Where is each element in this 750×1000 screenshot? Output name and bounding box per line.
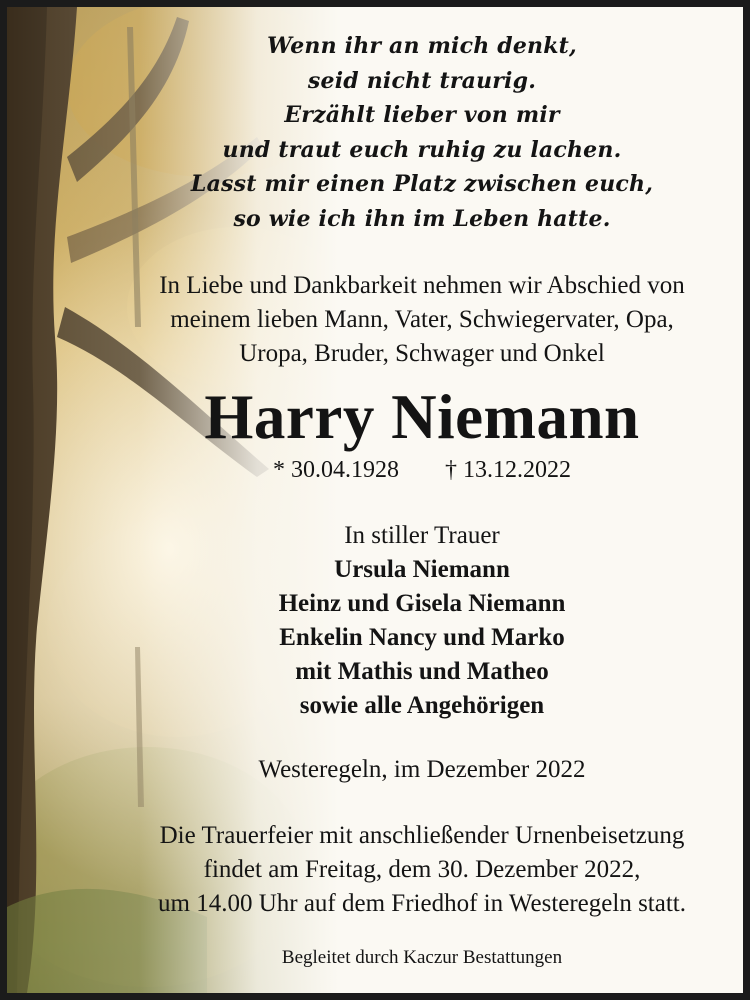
undertaker-credit: Begleitet durch Kaczur Bestattungen — [281, 947, 563, 968]
funeral-line: um 14.00 Uhr auf dem Friedhof in Westeregeln statt. — [158, 890, 686, 917]
birth-date: * 30.04.1928 — [273, 457, 399, 483]
verse-line: seid nicht traurig. — [307, 67, 537, 94]
mourner-name: Ursula Niemann — [334, 556, 510, 583]
place-and-date: Westeregeln, im Dezember 2022 — [258, 756, 586, 783]
poem-verse — [107, 29, 737, 236]
funeral-line: findet am Freitag, dem 30. Dezember 2022, — [203, 856, 641, 883]
mourner-name: sowie alle Angehörigen — [299, 692, 545, 719]
verse-line: Wenn ihr an mich denkt, — [267, 33, 577, 59]
funeral-line: Die Trauerfeier mit anschließender Urnenbeisetzung — [159, 822, 685, 849]
life-dates — [107, 453, 737, 487]
mourner-name: Enkelin Nancy und Marko — [279, 624, 565, 651]
mourners-heading: In stiller Trauer — [344, 522, 500, 549]
intro-line: Uropa, Bruder, Schwager und Onkel — [239, 340, 605, 367]
intro-line: meinem lieben Mann, Vater, Schwiegervater, Opa, — [170, 306, 674, 333]
verse-line: Lasst mir einen Platz zwischen euch, — [190, 171, 654, 197]
mourners-list — [107, 553, 737, 723]
intro-line: In Liebe und Dankbarkeit nehmen wir Abschied von — [159, 272, 685, 299]
death-date: † 13.12.2022 — [445, 457, 571, 483]
deceased-name: Harry Niemann — [204, 382, 640, 452]
verse-line: Erzählt lieber von mir — [284, 102, 560, 128]
verse-line: und traut euch ruhig zu lachen. — [222, 136, 622, 163]
notice-content — [107, 7, 737, 993]
verse-line: so wie ich ihn im Leben hatte. — [233, 205, 611, 232]
mourner-name: Heinz und Gisela Niemann — [278, 590, 566, 617]
farewell-intro — [107, 269, 737, 371]
funeral-details — [107, 819, 737, 921]
mourner-name: mit Mathis und Matheo — [295, 658, 549, 685]
